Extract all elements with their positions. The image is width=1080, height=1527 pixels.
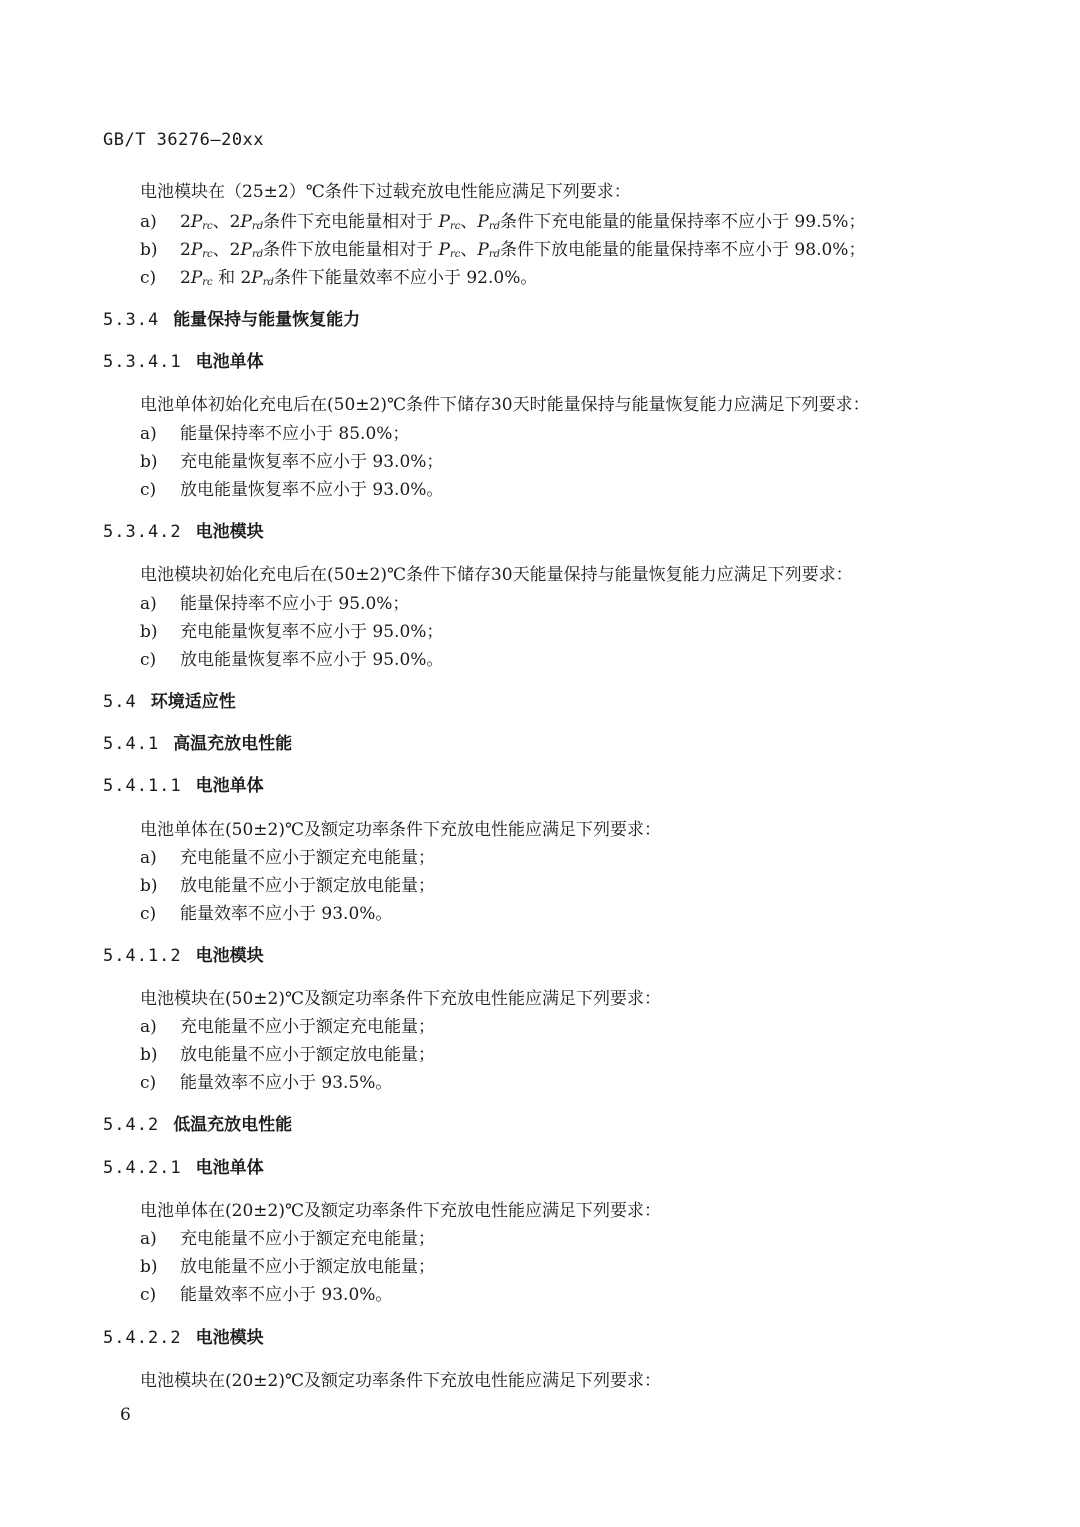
symbol: P <box>190 268 203 288</box>
document-header: GB/T 36276—20xx <box>103 130 265 150</box>
section-title: 能量保持与能量恢复能力 <box>173 310 361 330</box>
subscript: rc <box>202 249 213 260</box>
text-run: 条件下充电能量的能量保持率不应小于 99.5%； <box>500 212 866 232</box>
list-item <box>140 475 443 500</box>
list-item <box>140 419 409 444</box>
list-label: a) <box>140 848 157 868</box>
text-run: 条件下放电能量的能量保持率不应小于 98.0%； <box>500 240 866 260</box>
section-heading <box>103 1153 264 1178</box>
symbol: P <box>438 212 450 232</box>
list-label: a) <box>140 212 157 232</box>
list-item <box>140 1224 435 1249</box>
text-run: 2 <box>180 268 191 288</box>
section-paragraph: 电池单体在(20±2)℃及额定功率条件下充放电性能应满足下列要求： <box>140 1201 661 1221</box>
list-label: b) <box>140 240 158 260</box>
list-label: b) <box>140 1045 158 1065</box>
list-label: a) <box>140 424 157 444</box>
subscript: rd <box>488 249 501 260</box>
list-item <box>140 1012 435 1037</box>
section-heading <box>103 941 264 966</box>
list-label: a) <box>140 1017 157 1037</box>
section-title: 电池模块 <box>195 946 264 966</box>
list-text: 充电能量恢复率不应小于 93.0%； <box>180 452 444 472</box>
list-text: 充电能量恢复率不应小于 95.0%； <box>180 622 444 642</box>
list-text: 能量保持率不应小于 85.0%； <box>180 424 410 444</box>
section-paragraph: 电池模块初始化充电后在(50±2)℃条件下储存30天能量保持与能量恢复能力应满足下列要求： <box>140 565 853 585</box>
section-title: 电池单体 <box>195 352 264 372</box>
section-number: 5.4.2.2 <box>103 1328 182 1348</box>
list-text: 放电能量恢复率不应小于 95.0%。 <box>180 650 444 670</box>
section-heading <box>103 1323 264 1348</box>
section-number: 5.3.4.1 <box>103 352 182 372</box>
section-number: 5.4 <box>103 692 137 712</box>
text-run: 、 <box>460 212 478 232</box>
symbol: P <box>438 240 450 260</box>
section-title: 高温充放电性能 <box>173 734 293 754</box>
text-run: 2 <box>180 212 191 232</box>
list-item <box>140 1280 392 1305</box>
list-text: 充电能量不应小于额定充电能量； <box>180 848 435 868</box>
section-heading <box>103 687 236 712</box>
list-item <box>140 645 443 670</box>
text-run: 条件下能量效率不应小于 92.0%。 <box>273 268 538 288</box>
section-number: 5.4.1 <box>103 734 160 754</box>
list-item <box>140 235 865 260</box>
list-label: c) <box>140 1073 157 1093</box>
list-item <box>140 589 409 614</box>
list-text: 能量效率不应小于 93.0%。 <box>180 1285 393 1305</box>
list-label: b) <box>140 622 158 642</box>
symbol: P <box>240 212 252 232</box>
section-paragraph: 电池模块在(50±2)℃及额定功率条件下充放电性能应满足下列要求： <box>140 989 661 1009</box>
list-item <box>140 447 443 472</box>
list-label: a) <box>140 1229 157 1249</box>
section-number: 5.4.2.1 <box>103 1158 182 1178</box>
list-label: b) <box>140 876 158 896</box>
section-heading <box>103 347 264 372</box>
section-number: 5.4.2 <box>103 1115 160 1135</box>
section-title: 低温充放电性能 <box>173 1115 293 1135</box>
section-number: 5.4.1.1 <box>103 776 182 796</box>
subscript: rc <box>450 249 461 260</box>
text-run: 条件下充电能量相对于 <box>263 212 434 232</box>
symbol: P <box>477 212 489 232</box>
list-item <box>140 617 443 642</box>
text-run: 和 2 <box>212 268 252 288</box>
list-label: c) <box>140 268 157 288</box>
list-text: 放电能量恢复率不应小于 93.0%。 <box>180 480 444 500</box>
section-paragraph: 电池模块在(20±2)℃及额定功率条件下充放电性能应满足下列要求： <box>140 1371 661 1391</box>
text-run: 、 <box>460 240 478 260</box>
list-label: a) <box>140 594 157 614</box>
symbol: P <box>190 240 203 260</box>
text-run: 条件下放电能量相对于 <box>263 240 434 260</box>
list-item <box>140 1068 392 1093</box>
symbol: P <box>190 212 203 232</box>
list-text: 放电能量不应小于额定放电能量； <box>180 1045 435 1065</box>
subscript: rd <box>488 221 501 232</box>
list-text: 能量保持率不应小于 95.0%； <box>180 594 410 614</box>
list-text: 能量效率不应小于 93.5%。 <box>180 1073 393 1093</box>
symbol: P <box>251 268 263 288</box>
text-run: 2 <box>180 240 191 260</box>
section-paragraph: 电池单体在(50±2)℃及额定功率条件下充放电性能应满足下列要求： <box>140 820 661 840</box>
list-text: 放电能量不应小于额定放电能量； <box>180 876 435 896</box>
subscript: rc <box>450 221 461 232</box>
subscript: rd <box>251 249 264 260</box>
list-label: c) <box>140 480 157 500</box>
text-run: 、2 <box>212 212 241 232</box>
section-title: 电池单体 <box>195 1158 264 1178</box>
section-heading <box>103 1110 292 1135</box>
section-number: 5.4.1.2 <box>103 946 182 966</box>
section-number: 5.3.4 <box>103 310 160 330</box>
list-label: b) <box>140 1257 158 1277</box>
section-title: 环境适应性 <box>150 692 236 712</box>
section-heading <box>103 517 264 542</box>
subscript: rc <box>202 277 213 288</box>
list-item <box>140 871 435 896</box>
list-label: c) <box>140 904 157 924</box>
intro-paragraph: 电池模块在（25±2）℃条件下过载充放电性能应满足下列要求： <box>140 182 631 202</box>
list-text: 能量效率不应小于 93.0%。 <box>180 904 393 924</box>
list-item <box>140 1040 435 1065</box>
list-item <box>140 899 392 924</box>
section-heading <box>103 305 360 330</box>
text-run: 、2 <box>212 240 241 260</box>
section-number: 5.3.4.2 <box>103 522 182 542</box>
list-text: 放电能量不应小于额定放电能量； <box>180 1257 435 1277</box>
list-item <box>140 263 537 288</box>
list-item <box>140 843 435 868</box>
section-title: 电池模块 <box>195 1328 264 1348</box>
section-title: 电池模块 <box>195 522 264 542</box>
subscript: rd <box>251 221 264 232</box>
section-heading <box>103 729 292 754</box>
symbol: P <box>240 240 252 260</box>
page-number: 6 <box>120 1405 131 1425</box>
list-label: b) <box>140 452 158 472</box>
list-label: c) <box>140 650 157 670</box>
list-label: c) <box>140 1285 157 1305</box>
section-title: 电池单体 <box>195 776 264 796</box>
symbol: P <box>477 240 489 260</box>
section-paragraph: 电池单体初始化充电后在(50±2)℃条件下储存30天时能量保持与能量恢复能力应满足下列要求： <box>140 395 870 415</box>
list-text: 充电能量不应小于额定充电能量； <box>180 1017 435 1037</box>
list-item <box>140 207 865 232</box>
subscript: rd <box>262 277 274 288</box>
section-heading <box>103 771 264 796</box>
list-item <box>140 1252 435 1277</box>
list-text: 充电能量不应小于额定充电能量； <box>180 1229 435 1249</box>
subscript: rc <box>202 221 213 232</box>
